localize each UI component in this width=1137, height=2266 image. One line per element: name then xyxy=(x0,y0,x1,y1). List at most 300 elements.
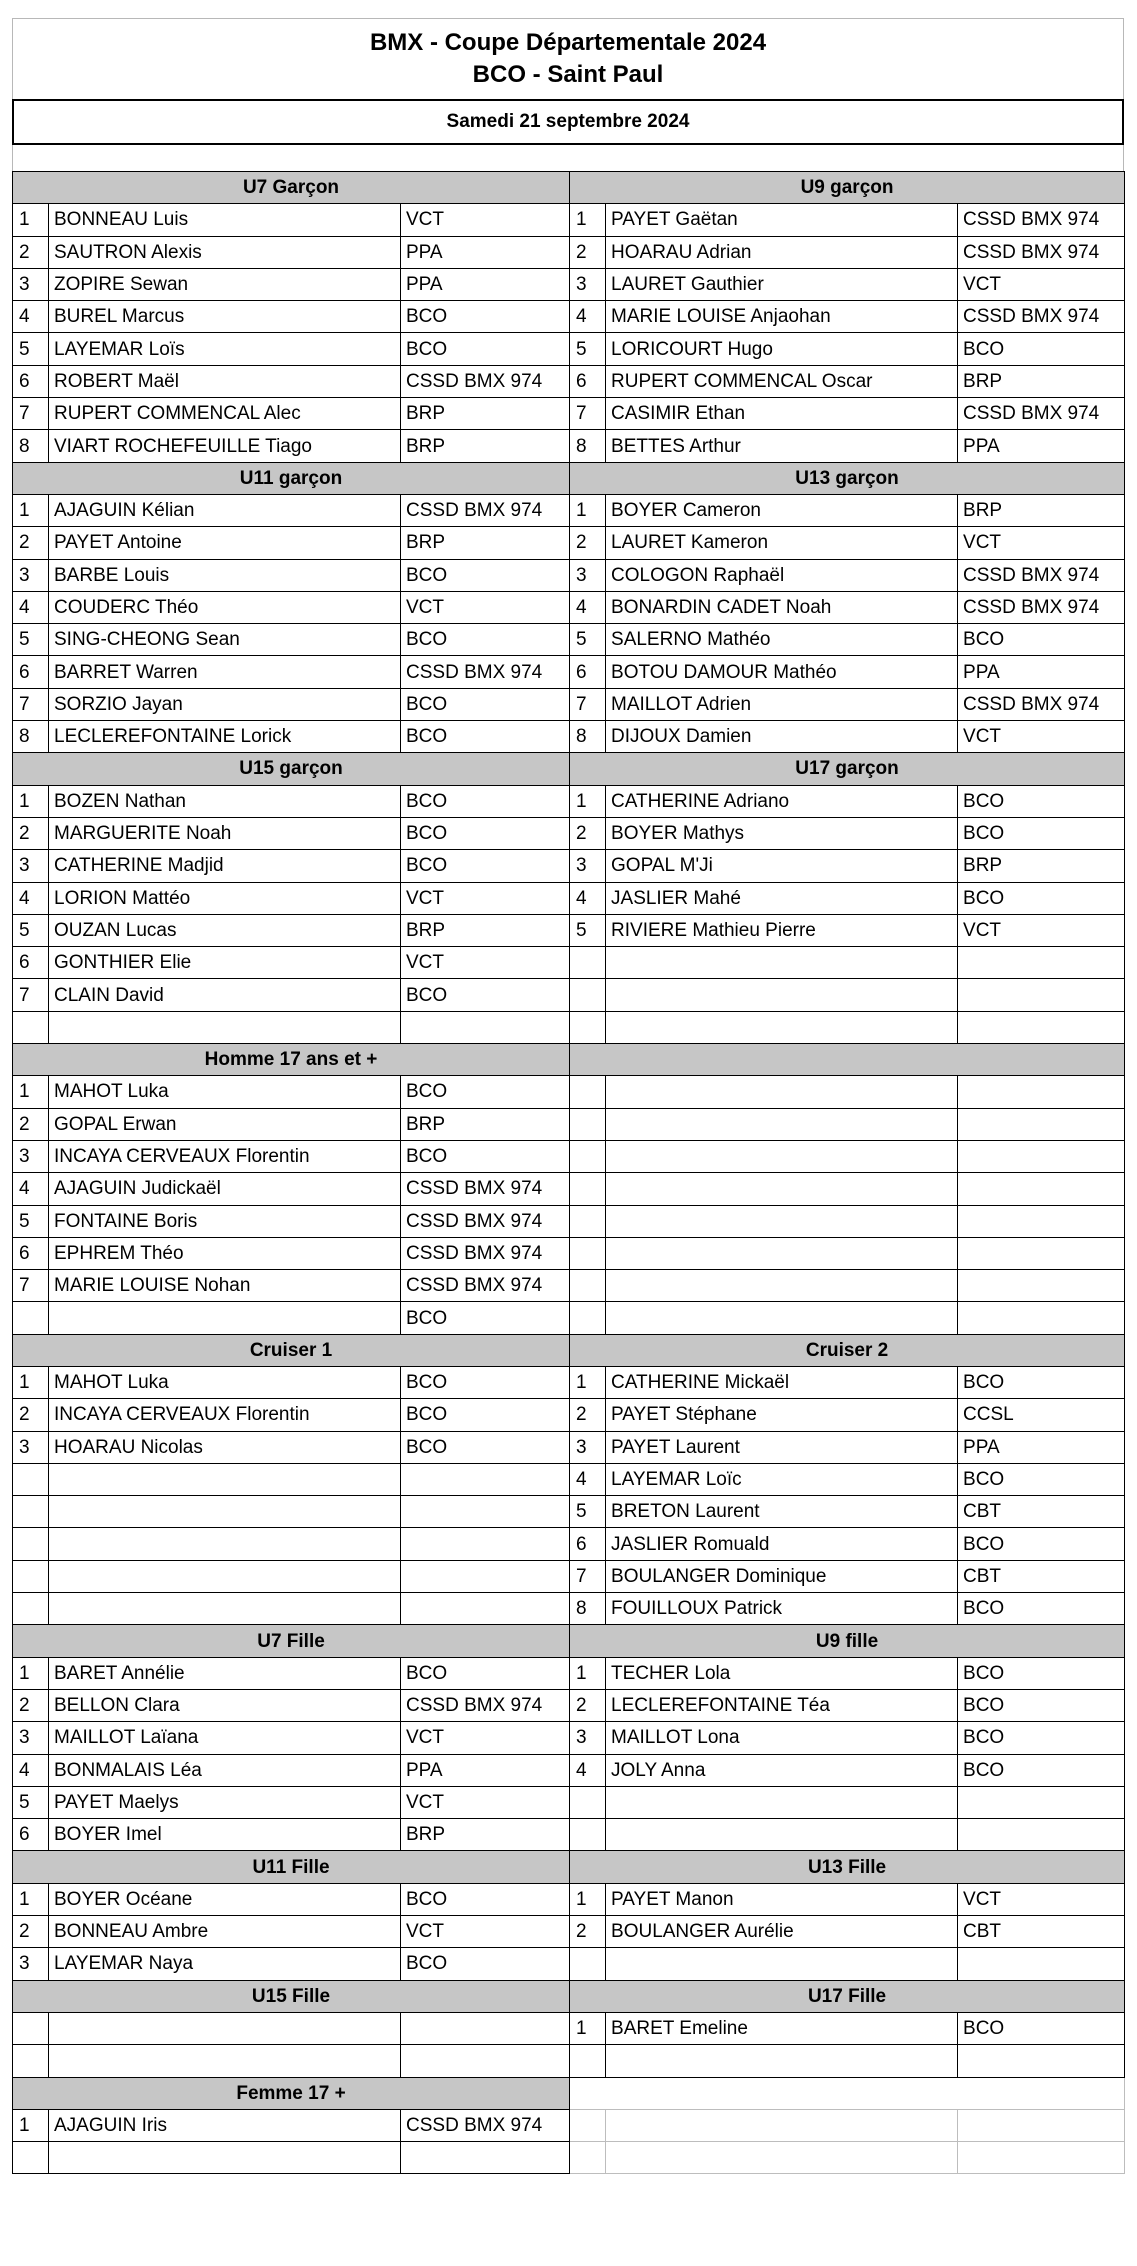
rider-name-cell: BOYER Mathys xyxy=(606,817,958,849)
club-cell: CSSD BMX 974 xyxy=(958,236,1125,268)
table-row xyxy=(13,1463,1125,1495)
rank-cell xyxy=(570,1948,606,1980)
club-cell: BCO xyxy=(958,1593,1125,1625)
club-cell: BCO xyxy=(958,1657,1125,1689)
club-cell: CSSD BMX 974 xyxy=(401,1689,570,1721)
rider-name-cell: JOLY Anna xyxy=(606,1754,958,1786)
rank-cell: 6 xyxy=(570,365,606,397)
club-cell: BCO xyxy=(958,333,1125,365)
table-row xyxy=(13,1722,1125,1754)
rank-cell: 6 xyxy=(13,656,49,688)
club-cell: CSSD BMX 974 xyxy=(401,1270,570,1302)
rank-cell xyxy=(13,1496,49,1528)
rank-cell: 3 xyxy=(13,1948,49,1980)
rider-name-cell xyxy=(49,1496,401,1528)
rank-cell xyxy=(570,1011,606,1043)
rank-cell: 1 xyxy=(13,204,49,236)
club-cell xyxy=(401,1011,570,1043)
club-cell: CSSD BMX 974 xyxy=(401,365,570,397)
table-row xyxy=(13,1270,1125,1302)
category-header-row xyxy=(13,172,1125,204)
rider-name-cell xyxy=(49,1528,401,1560)
rider-name-cell xyxy=(606,1786,958,1818)
rider-name-cell: MARIE LOUISE Anjaohan xyxy=(606,301,958,333)
table-row xyxy=(13,1948,1125,1980)
club-cell: BCO xyxy=(401,1948,570,1980)
rider-name-cell: PAYET Laurent xyxy=(606,1431,958,1463)
rank-cell: 1 xyxy=(570,785,606,817)
rank-cell: 4 xyxy=(570,591,606,623)
rider-name-cell: BARET Emeline xyxy=(606,2012,958,2044)
table-row xyxy=(13,333,1125,365)
club-cell: PPA xyxy=(401,236,570,268)
rank-cell xyxy=(13,1011,49,1043)
rider-name-cell xyxy=(606,1076,958,1108)
rank-cell: 4 xyxy=(13,1173,49,1205)
club-cell: BRP xyxy=(401,1819,570,1851)
category-header-right: U9 garçon xyxy=(570,172,1125,204)
rider-name-cell: HOARAU Nicolas xyxy=(49,1431,401,1463)
table-row xyxy=(13,785,1125,817)
rider-name-cell xyxy=(606,1819,958,1851)
rank-cell xyxy=(13,1593,49,1625)
club-cell: CSSD BMX 974 xyxy=(401,1205,570,1237)
rider-name-cell: SING-CHEONG Sean xyxy=(49,624,401,656)
club-cell: CSSD BMX 974 xyxy=(401,1173,570,1205)
club-cell: BRP xyxy=(401,1108,570,1140)
club-cell xyxy=(958,1076,1125,1108)
club-cell: BCO xyxy=(401,721,570,753)
table-row xyxy=(13,559,1125,591)
rider-name-cell xyxy=(49,1593,401,1625)
rank-cell: 5 xyxy=(570,1496,606,1528)
rider-name-cell: BONNEAU Ambre xyxy=(49,1916,401,1948)
club-cell: BCO xyxy=(958,1689,1125,1721)
table-row xyxy=(13,1593,1125,1625)
rank-cell xyxy=(570,1237,606,1269)
club-cell xyxy=(958,1173,1125,1205)
club-cell xyxy=(401,2012,570,2044)
rank-cell: 1 xyxy=(570,1883,606,1915)
rider-name-cell: AJAGUIN Kélian xyxy=(49,494,401,526)
rider-name-cell: ZOPIRE Sewan xyxy=(49,268,401,300)
rank-cell: 8 xyxy=(570,721,606,753)
rank-cell: 4 xyxy=(570,1754,606,1786)
club-cell: PPA xyxy=(958,1431,1125,1463)
rank-cell: 8 xyxy=(570,430,606,462)
rider-name-cell: PAYET Maelys xyxy=(49,1786,401,1818)
club-cell xyxy=(958,1948,1125,1980)
rank-cell: 1 xyxy=(13,1883,49,1915)
rank-cell: 6 xyxy=(13,365,49,397)
rider-name-cell: CASIMIR Ethan xyxy=(606,398,958,430)
rider-name-cell: CLAIN David xyxy=(49,979,401,1011)
rank-cell: 4 xyxy=(13,591,49,623)
club-cell xyxy=(958,2109,1125,2141)
rank-cell: 2 xyxy=(13,1689,49,1721)
table-row xyxy=(13,656,1125,688)
club-cell: BCO xyxy=(401,1140,570,1172)
rank-cell xyxy=(13,1463,49,1495)
table-row xyxy=(13,398,1125,430)
category-header-right: U9 fille xyxy=(570,1625,1125,1657)
club-cell xyxy=(958,1237,1125,1269)
table-row xyxy=(13,1205,1125,1237)
table-row xyxy=(13,1237,1125,1269)
category-header-left: U7 Garçon xyxy=(13,172,570,204)
rider-name-cell: AJAGUIN Judickaël xyxy=(49,1173,401,1205)
table-row xyxy=(13,1528,1125,1560)
table-row xyxy=(13,2012,1125,2044)
rank-cell: 2 xyxy=(13,527,49,559)
category-header-left: Homme 17 ans et + xyxy=(13,1044,570,1076)
rider-name-cell xyxy=(606,1173,958,1205)
club-cell: CSSD BMX 974 xyxy=(401,2109,570,2141)
rider-name-cell: BOTOU DAMOUR Mathéo xyxy=(606,656,958,688)
table-row xyxy=(13,2142,1125,2174)
category-header-row xyxy=(13,753,1125,785)
rank-cell: 1 xyxy=(13,2109,49,2141)
rider-name-cell: TECHER Lola xyxy=(606,1657,958,1689)
table-row xyxy=(13,527,1125,559)
rank-cell: 2 xyxy=(570,236,606,268)
rank-cell: 3 xyxy=(570,268,606,300)
table-row xyxy=(13,979,1125,1011)
table-row xyxy=(13,817,1125,849)
rank-cell: 3 xyxy=(13,1140,49,1172)
club-cell: CBT xyxy=(958,1560,1125,1592)
rider-name-cell: RUPERT COMMENCAL Alec xyxy=(49,398,401,430)
rank-cell: 3 xyxy=(570,1722,606,1754)
rank-cell xyxy=(570,2045,606,2077)
rank-cell: 4 xyxy=(570,1463,606,1495)
club-cell: CSSD BMX 974 xyxy=(401,1237,570,1269)
club-cell: VCT xyxy=(401,591,570,623)
rank-cell xyxy=(13,1302,49,1334)
club-cell: PPA xyxy=(401,1754,570,1786)
rider-name-cell xyxy=(606,1237,958,1269)
rider-name-cell: RUPERT COMMENCAL Oscar xyxy=(606,365,958,397)
club-cell xyxy=(401,1560,570,1592)
rank-cell xyxy=(570,1786,606,1818)
club-cell: VCT xyxy=(401,947,570,979)
rank-cell: 3 xyxy=(570,559,606,591)
table-row xyxy=(13,1916,1125,1948)
club-cell: BCO xyxy=(401,301,570,333)
table-row xyxy=(13,365,1125,397)
club-cell xyxy=(958,2142,1125,2174)
rider-name-cell: HOARAU Adrian xyxy=(606,236,958,268)
table-row xyxy=(13,1883,1125,1915)
rider-name-cell: LAURET Gauthier xyxy=(606,268,958,300)
club-cell xyxy=(958,947,1125,979)
category-header-left: U11 Fille xyxy=(13,1851,570,1883)
club-cell: PPA xyxy=(401,268,570,300)
club-cell: BCO xyxy=(958,1528,1125,1560)
club-cell xyxy=(958,1270,1125,1302)
club-cell: VCT xyxy=(401,1722,570,1754)
club-cell: CBT xyxy=(958,1496,1125,1528)
rank-cell: 1 xyxy=(13,785,49,817)
rank-cell: 2 xyxy=(13,1916,49,1948)
rank-cell: 3 xyxy=(13,850,49,882)
rank-cell: 1 xyxy=(13,1366,49,1398)
rider-name-cell xyxy=(49,1463,401,1495)
club-cell: BCO xyxy=(958,2012,1125,2044)
rider-name-cell: CATHERINE Mickaël xyxy=(606,1366,958,1398)
table-row xyxy=(13,1560,1125,1592)
rider-name-cell xyxy=(606,1302,958,1334)
club-cell: CSSD BMX 974 xyxy=(958,559,1125,591)
table-row xyxy=(13,882,1125,914)
rider-name-cell: MAHOT Luka xyxy=(49,1076,401,1108)
results-table xyxy=(12,171,1125,2174)
rider-name-cell: JASLIER Romuald xyxy=(606,1528,958,1560)
category-header-right: U17 Fille xyxy=(570,1980,1125,2012)
rider-name-cell: FOUILLOUX Patrick xyxy=(606,1593,958,1625)
club-cell: VCT xyxy=(401,1786,570,1818)
category-header-row xyxy=(13,462,1125,494)
rank-cell: 7 xyxy=(570,398,606,430)
club-cell xyxy=(958,1786,1125,1818)
rank-cell: 3 xyxy=(13,1722,49,1754)
rider-name-cell: LAYEMAR Loïc xyxy=(606,1463,958,1495)
event-subtitle: BCO - Saint Paul xyxy=(472,61,664,88)
rider-name-cell: BOYER Cameron xyxy=(606,494,958,526)
club-cell: BRP xyxy=(958,494,1125,526)
rank-cell: 6 xyxy=(13,1819,49,1851)
rider-name-cell: BARBE Louis xyxy=(49,559,401,591)
rider-name-cell: MAILLOT Adrien xyxy=(606,688,958,720)
rider-name-cell xyxy=(49,1011,401,1043)
rank-cell: 2 xyxy=(13,1399,49,1431)
rank-cell: 2 xyxy=(570,1689,606,1721)
club-cell: VCT xyxy=(401,204,570,236)
club-cell xyxy=(958,979,1125,1011)
rank-cell: 1 xyxy=(570,2012,606,2044)
rank-cell: 4 xyxy=(13,882,49,914)
rider-name-cell: MARIE LOUISE Nohan xyxy=(49,1270,401,1302)
club-cell: CSSD BMX 974 xyxy=(958,204,1125,236)
rider-name-cell xyxy=(606,1270,958,1302)
rank-cell: 5 xyxy=(13,1205,49,1237)
category-header-row xyxy=(13,2077,1125,2109)
club-cell: BCO xyxy=(401,1657,570,1689)
rank-cell: 7 xyxy=(570,688,606,720)
rider-name-cell: BARET Annélie xyxy=(49,1657,401,1689)
rider-name-cell: LAURET Kameron xyxy=(606,527,958,559)
table-row xyxy=(13,1140,1125,1172)
category-header-left: U11 garçon xyxy=(13,462,570,494)
category-header-left: U7 Fille xyxy=(13,1625,570,1657)
rank-cell xyxy=(570,979,606,1011)
rank-cell: 7 xyxy=(13,688,49,720)
rider-name-cell: INCAYA CERVEAUX Florentin xyxy=(49,1140,401,1172)
rider-name-cell: BOULANGER Dominique xyxy=(606,1560,958,1592)
rider-name-cell: LORION Mattéo xyxy=(49,882,401,914)
rank-cell: 1 xyxy=(570,204,606,236)
table-row xyxy=(13,1366,1125,1398)
rank-cell: 7 xyxy=(13,398,49,430)
club-cell: BCO xyxy=(958,785,1125,817)
club-cell: CSSD BMX 974 xyxy=(401,494,570,526)
table-row xyxy=(13,1108,1125,1140)
rank-cell: 3 xyxy=(13,1431,49,1463)
category-header-left: U15 garçon xyxy=(13,753,570,785)
rider-name-cell: BOZEN Nathan xyxy=(49,785,401,817)
rider-name-cell xyxy=(606,1948,958,1980)
rider-name-cell: CATHERINE Madjid xyxy=(49,850,401,882)
table-row xyxy=(13,268,1125,300)
club-cell: BCO xyxy=(958,817,1125,849)
rank-cell: 3 xyxy=(13,559,49,591)
club-cell xyxy=(401,1593,570,1625)
rider-name-cell xyxy=(606,2109,958,2141)
results-sheet xyxy=(12,18,1124,2174)
rider-name-cell: EPHREM Théo xyxy=(49,1237,401,1269)
club-cell: BCO xyxy=(958,624,1125,656)
table-row xyxy=(13,624,1125,656)
club-cell: CSSD BMX 974 xyxy=(401,656,570,688)
club-cell: BCO xyxy=(401,333,570,365)
table-row xyxy=(13,236,1125,268)
club-cell: BCO xyxy=(401,817,570,849)
category-header-right: U17 garçon xyxy=(570,753,1125,785)
club-cell: BRP xyxy=(401,914,570,946)
rank-cell xyxy=(570,1302,606,1334)
rank-cell: 3 xyxy=(570,1431,606,1463)
category-header-row xyxy=(13,1980,1125,2012)
category-header-right xyxy=(570,1044,1125,1076)
club-cell xyxy=(401,2045,570,2077)
rider-name-cell: OUZAN Lucas xyxy=(49,914,401,946)
rank-cell xyxy=(570,1076,606,1108)
club-cell xyxy=(958,1140,1125,1172)
rider-name-cell: LECLEREFONTAINE Téa xyxy=(606,1689,958,1721)
table-row xyxy=(13,914,1125,946)
rank-cell: 2 xyxy=(13,817,49,849)
rank-cell: 1 xyxy=(570,1657,606,1689)
rank-cell: 3 xyxy=(13,268,49,300)
rider-name-cell: VIART ROCHEFEUILLE Tiago xyxy=(49,430,401,462)
club-cell: BCO xyxy=(958,1722,1125,1754)
club-cell: BCO xyxy=(401,1366,570,1398)
club-cell xyxy=(401,2142,570,2174)
rank-cell xyxy=(13,2142,49,2174)
table-row xyxy=(13,2045,1125,2077)
club-cell xyxy=(401,1463,570,1495)
rider-name-cell: BONARDIN CADET Noah xyxy=(606,591,958,623)
club-cell: BRP xyxy=(401,430,570,462)
rank-cell: 5 xyxy=(570,624,606,656)
club-cell: VCT xyxy=(958,721,1125,753)
club-cell: CCSL xyxy=(958,1399,1125,1431)
club-cell: CSSD BMX 974 xyxy=(958,688,1125,720)
club-cell: BRP xyxy=(958,365,1125,397)
rank-cell xyxy=(570,1819,606,1851)
rank-cell: 5 xyxy=(13,333,49,365)
rider-name-cell xyxy=(49,2045,401,2077)
rider-name-cell: PAYET Gaëtan xyxy=(606,204,958,236)
spacer xyxy=(12,145,1124,171)
club-cell: VCT xyxy=(958,527,1125,559)
rank-cell: 8 xyxy=(13,430,49,462)
rider-name-cell: SALERNO Mathéo xyxy=(606,624,958,656)
club-cell: BCO xyxy=(401,624,570,656)
table-row xyxy=(13,1399,1125,1431)
rider-name-cell xyxy=(49,2142,401,2174)
rank-cell: 1 xyxy=(13,1657,49,1689)
rank-cell: 1 xyxy=(570,1366,606,1398)
rider-name-cell: LECLEREFONTAINE Lorick xyxy=(49,721,401,753)
table-row xyxy=(13,1076,1125,1108)
club-cell: VCT xyxy=(401,882,570,914)
club-cell xyxy=(958,1108,1125,1140)
table-row xyxy=(13,1496,1125,1528)
club-cell: BCO xyxy=(401,1399,570,1431)
rider-name-cell: MAHOT Luka xyxy=(49,1366,401,1398)
rank-cell: 4 xyxy=(570,301,606,333)
rank-cell: 6 xyxy=(570,1528,606,1560)
club-cell: VCT xyxy=(401,1916,570,1948)
club-cell: BRP xyxy=(401,527,570,559)
rank-cell: 6 xyxy=(570,656,606,688)
category-header-row xyxy=(13,1044,1125,1076)
club-cell: BCO xyxy=(401,979,570,1011)
rank-cell xyxy=(570,1205,606,1237)
rank-cell: 1 xyxy=(570,494,606,526)
category-header-left: U15 Fille xyxy=(13,1980,570,2012)
club-cell xyxy=(958,1205,1125,1237)
rider-name-cell: SAUTRON Alexis xyxy=(49,236,401,268)
category-header-right: Cruiser 2 xyxy=(570,1334,1125,1366)
table-row xyxy=(13,721,1125,753)
event-title: BMX - Coupe Départementale 2024 xyxy=(369,29,767,56)
rider-name-cell: BELLON Clara xyxy=(49,1689,401,1721)
rider-name-cell: BOYER Océane xyxy=(49,1883,401,1915)
rank-cell: 5 xyxy=(13,914,49,946)
rider-name-cell xyxy=(606,1140,958,1172)
table-row xyxy=(13,494,1125,526)
rank-cell: 4 xyxy=(13,1754,49,1786)
rider-name-cell xyxy=(49,1560,401,1592)
table-row xyxy=(13,1689,1125,1721)
rider-name-cell: GOPAL Erwan xyxy=(49,1108,401,1140)
table-row xyxy=(13,947,1125,979)
rank-cell xyxy=(570,1108,606,1140)
rank-cell xyxy=(13,1528,49,1560)
rider-name-cell xyxy=(49,2012,401,2044)
table-row xyxy=(13,1302,1125,1334)
table-row xyxy=(13,1786,1125,1818)
club-cell: BCO xyxy=(401,1431,570,1463)
rider-name-cell: BARRET Warren xyxy=(49,656,401,688)
rank-cell xyxy=(570,2109,606,2141)
club-cell: BCO xyxy=(958,1754,1125,1786)
club-cell: BCO xyxy=(958,882,1125,914)
rider-name-cell: BRETON Laurent xyxy=(606,1496,958,1528)
club-cell: BCO xyxy=(401,1076,570,1108)
club-cell xyxy=(401,1528,570,1560)
event-date: Samedi 21 septembre 2024 xyxy=(12,99,1124,145)
club-cell: BCO xyxy=(401,850,570,882)
category-header-right: U13 garçon xyxy=(570,462,1125,494)
table-row xyxy=(13,688,1125,720)
club-cell: VCT xyxy=(958,268,1125,300)
club-cell xyxy=(958,2045,1125,2077)
table-row xyxy=(13,1754,1125,1786)
club-cell: PPA xyxy=(958,430,1125,462)
